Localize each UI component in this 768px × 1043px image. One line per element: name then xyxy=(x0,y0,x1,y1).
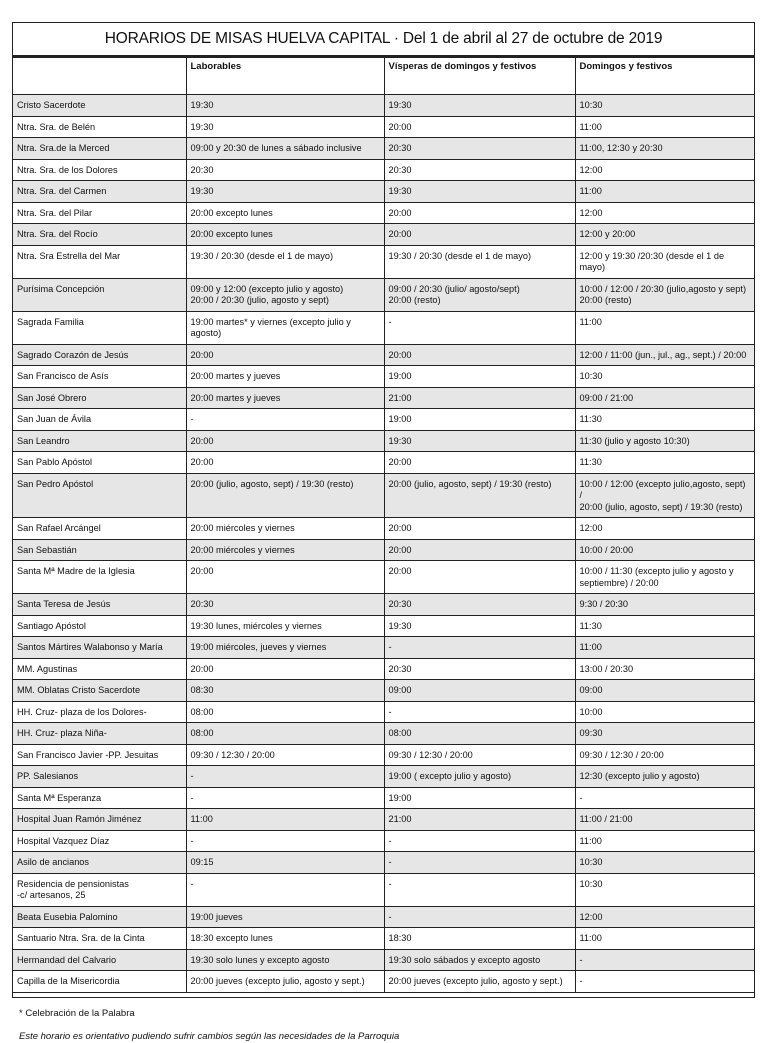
church-name: San Francisco de Asís xyxy=(13,366,186,388)
laborables-cell: 20:30 xyxy=(186,159,384,181)
visperas-cell: 18:30 xyxy=(384,928,575,950)
church-name: Ntra. Sra. del Rocío xyxy=(13,224,186,246)
table-row xyxy=(13,830,754,852)
visperas-cell: 19:00 xyxy=(384,366,575,388)
church-name: Ntra. Sra.de la Merced xyxy=(13,138,186,160)
laborables-cell: 19:30 / 20:30 (desde el 1 de mayo) xyxy=(186,245,384,278)
church-name: Hermandad del Calvario xyxy=(13,949,186,971)
laborables-cell: 18:30 excepto lunes xyxy=(186,928,384,950)
laborables-cell: - xyxy=(186,873,384,906)
visperas-cell: - xyxy=(384,906,575,928)
laborables-cell: - xyxy=(186,787,384,809)
laborables-cell: 20:00 miércoles y viernes xyxy=(186,539,384,561)
domingos-cell: 13:00 / 20:30 xyxy=(575,658,754,680)
visperas-cell: 20:00 xyxy=(384,539,575,561)
table-row xyxy=(13,701,754,723)
domingos-cell: 11:00 xyxy=(575,830,754,852)
domingos-cell: 12:30 (excepto julio y agosto) xyxy=(575,766,754,788)
church-name: Santa Mª Madre de la Iglesia xyxy=(13,561,186,594)
laborables-cell: 09:00 y 20:30 de lunes a sábado inclusive xyxy=(186,138,384,160)
church-name: Ntra. Sra. del Carmen xyxy=(13,181,186,203)
church-name: Santiago Apóstol xyxy=(13,615,186,637)
church-name: Residencia de pensionistas -c/ artesanos, 25 xyxy=(13,873,186,906)
domingos-cell: 09:00 / 21:00 xyxy=(575,387,754,409)
visperas-cell: 19:30 xyxy=(384,430,575,452)
visperas-cell: 20:00 xyxy=(384,202,575,224)
table-row xyxy=(13,723,754,745)
laborables-cell: 19:30 xyxy=(186,116,384,138)
domingos-cell: 10:30 xyxy=(575,366,754,388)
domingos-cell: 12:00 xyxy=(575,202,754,224)
church-name: Santos Mártires Walabonso y María xyxy=(13,637,186,659)
table-row xyxy=(13,680,754,702)
header-domingos: Domingos y festivos xyxy=(575,58,754,95)
domingos-cell: 11:00 xyxy=(575,928,754,950)
laborables-cell: 19:30 solo lunes y excepto agosto xyxy=(186,949,384,971)
visperas-cell: 20:00 xyxy=(384,561,575,594)
laborables-cell: 20:00 martes y jueves xyxy=(186,387,384,409)
table-row xyxy=(13,311,754,344)
laborables-cell: 08:00 xyxy=(186,723,384,745)
table-row xyxy=(13,387,754,409)
laborables-cell: 20:00 miércoles y viernes xyxy=(186,518,384,540)
church-name: Purísima Concepción xyxy=(13,278,186,311)
visperas-cell: 19:00 xyxy=(384,787,575,809)
table-row xyxy=(13,971,754,993)
visperas-cell: 20:00 (julio, agosto, sept) / 19:30 (resto) xyxy=(384,473,575,518)
church-name: Asilo de ancianos xyxy=(13,852,186,874)
church-name: San José Obrero xyxy=(13,387,186,409)
visperas-cell: 19:30 xyxy=(384,615,575,637)
table-row xyxy=(13,202,754,224)
table-row xyxy=(13,224,754,246)
church-name: Beata Eusebia Palomino xyxy=(13,906,186,928)
church-name: HH. Cruz- plaza de los Dolores- xyxy=(13,701,186,723)
visperas-cell: 20:00 xyxy=(384,452,575,474)
church-name: Cristo Sacerdote xyxy=(13,95,186,117)
table-row xyxy=(13,949,754,971)
church-name: Ntra. Sra. del Pilar xyxy=(13,202,186,224)
visperas-cell: 09:30 / 12:30 / 20:00 xyxy=(384,744,575,766)
laborables-cell: 09:15 xyxy=(186,852,384,874)
domingos-cell: 09:30 / 12:30 / 20:00 xyxy=(575,744,754,766)
domingos-cell: 9:30 / 20:30 xyxy=(575,594,754,616)
visperas-cell: 20:00 xyxy=(384,116,575,138)
domingos-cell: 12:00 xyxy=(575,159,754,181)
church-name: San Rafael Arcángel xyxy=(13,518,186,540)
visperas-cell: 20:00 xyxy=(384,224,575,246)
visperas-cell: - xyxy=(384,311,575,344)
visperas-cell: 20:00 jueves (excepto julio, agosto y sept.) xyxy=(384,971,575,993)
header-row xyxy=(13,58,754,95)
laborables-cell: 20:00 jueves (excepto julio, agosto y sept.) xyxy=(186,971,384,993)
table-row xyxy=(13,658,754,680)
church-name: San Francisco Javier -PP. Jesuitas xyxy=(13,744,186,766)
table-row xyxy=(13,637,754,659)
laborables-cell: 09:30 / 12:30 / 20:00 xyxy=(186,744,384,766)
church-name: MM. Agustinas xyxy=(13,658,186,680)
church-name: San Juan de Ávila xyxy=(13,409,186,431)
domingos-cell: 11:00 / 21:00 xyxy=(575,809,754,831)
laborables-cell: 19:30 lunes, miércoles y viernes xyxy=(186,615,384,637)
table-row xyxy=(13,852,754,874)
church-name: San Pablo Apóstol xyxy=(13,452,186,474)
laborables-cell: 19:00 miércoles, jueves y viernes xyxy=(186,637,384,659)
visperas-cell: 19:30 xyxy=(384,95,575,117)
table-row xyxy=(13,366,754,388)
disclaimer: Este horario es orientativo pudiendo sufrir cambios según las necesidades de la Parroquia xyxy=(19,1031,400,1042)
domingos-cell: 09:30 xyxy=(575,723,754,745)
visperas-cell: 20:30 xyxy=(384,159,575,181)
laborables-cell: 20:00 xyxy=(186,561,384,594)
visperas-cell: - xyxy=(384,701,575,723)
laborables-cell: 20:00 martes y jueves xyxy=(186,366,384,388)
domingos-cell: 12:00 y 19:30 /20:30 (desde el 1 de mayo) xyxy=(575,245,754,278)
table-row xyxy=(13,452,754,474)
table-row xyxy=(13,181,754,203)
table-row xyxy=(13,873,754,906)
visperas-cell: 19:30 xyxy=(384,181,575,203)
visperas-cell: 21:00 xyxy=(384,387,575,409)
visperas-cell: 19:30 / 20:30 (desde el 1 de mayo) xyxy=(384,245,575,278)
church-name: San Sebastián xyxy=(13,539,186,561)
table-row xyxy=(13,928,754,950)
mass-schedule-table xyxy=(13,56,754,993)
table-row xyxy=(13,245,754,278)
table-row xyxy=(13,809,754,831)
laborables-cell: 08:30 xyxy=(186,680,384,702)
laborables-cell: 20:30 xyxy=(186,594,384,616)
table-row xyxy=(13,906,754,928)
table-row xyxy=(13,518,754,540)
laborables-cell: 19:30 xyxy=(186,95,384,117)
laborables-cell: 20:00 xyxy=(186,658,384,680)
footnote: * Celebración de la Palabra xyxy=(19,1007,135,1019)
table-row xyxy=(13,409,754,431)
laborables-cell: 11:00 xyxy=(186,809,384,831)
domingos-cell: 12:00 xyxy=(575,518,754,540)
domingos-cell: 11:00 xyxy=(575,116,754,138)
visperas-cell: 21:00 xyxy=(384,809,575,831)
visperas-cell: - xyxy=(384,637,575,659)
domingos-cell: 11:30 xyxy=(575,452,754,474)
table-row xyxy=(13,430,754,452)
domingos-cell: - xyxy=(575,971,754,993)
table-row xyxy=(13,787,754,809)
church-name: San Pedro Apóstol xyxy=(13,473,186,518)
domingos-cell: 10:00 / 12:00 / 20:30 (julio,agosto y sept) 20:00 (resto) xyxy=(575,278,754,311)
church-name: HH. Cruz- plaza Niña- xyxy=(13,723,186,745)
domingos-cell: 11:00 xyxy=(575,637,754,659)
church-name: Santuario Ntra. Sra. de la Cinta xyxy=(13,928,186,950)
domingos-cell: 09:00 xyxy=(575,680,754,702)
header-church xyxy=(13,58,186,95)
table-row xyxy=(13,159,754,181)
laborables-cell: 20:00 xyxy=(186,452,384,474)
domingos-cell: 11:30 (julio y agosto 10:30) xyxy=(575,430,754,452)
visperas-cell: - xyxy=(384,852,575,874)
visperas-cell: 19:30 solo sábados y excepto agosto xyxy=(384,949,575,971)
church-name: Capilla de la Misericordia xyxy=(13,971,186,993)
visperas-cell: 20:30 xyxy=(384,138,575,160)
domingos-cell: 11:30 xyxy=(575,615,754,637)
domingos-cell: 11:00, 12:30 y 20:30 xyxy=(575,138,754,160)
domingos-cell: 11:30 xyxy=(575,409,754,431)
laborables-cell: - xyxy=(186,409,384,431)
footer xyxy=(13,993,754,1043)
visperas-cell: 08:00 xyxy=(384,723,575,745)
visperas-cell: 20:30 xyxy=(384,594,575,616)
church-name: MM. Oblatas Cristo Sacerdote xyxy=(13,680,186,702)
visperas-cell: 20:00 xyxy=(384,344,575,366)
domingos-cell: 12:00 / 11:00 (jun., jul., ag., sept.) / 20:00 xyxy=(575,344,754,366)
domingos-cell: - xyxy=(575,787,754,809)
table-row xyxy=(13,344,754,366)
header-visperas: Vísperas de domingos y festivos xyxy=(384,58,575,95)
schedule-rows xyxy=(13,95,754,993)
laborables-cell: 19:00 jueves xyxy=(186,906,384,928)
laborables-cell: 20:00 excepto lunes xyxy=(186,202,384,224)
domingos-cell: 10:00 xyxy=(575,701,754,723)
domingos-cell: 10:30 xyxy=(575,873,754,906)
laborables-cell: - xyxy=(186,830,384,852)
table-row xyxy=(13,116,754,138)
domingos-cell: - xyxy=(575,949,754,971)
church-name: Sagrado Corazón de Jesús xyxy=(13,344,186,366)
church-name: Hospital Juan Ramón Jiménez xyxy=(13,809,186,831)
church-name: Ntra. Sra. de Belén xyxy=(13,116,186,138)
church-name: Santa Mª Esperanza xyxy=(13,787,186,809)
table-row xyxy=(13,95,754,117)
page-title: HORARIOS DE MISAS HUELVA CAPITAL · Del 1 de abril al 27 de octubre de 2019 xyxy=(13,23,754,56)
laborables-cell: 09:00 y 12:00 (excepto julio y agosto) 20:00 / 20:30 (julio, agosto y sept) xyxy=(186,278,384,311)
laborables-cell: - xyxy=(186,766,384,788)
domingos-cell: 10:30 xyxy=(575,95,754,117)
visperas-cell: 19:00 ( excepto julio y agosto) xyxy=(384,766,575,788)
church-name: Santa Teresa de Jesús xyxy=(13,594,186,616)
church-name: Hospital Vazquez Díaz xyxy=(13,830,186,852)
laborables-cell: 19:00 martes* y viernes (excepto julio y agosto) xyxy=(186,311,384,344)
church-name: Sagrada Familia xyxy=(13,311,186,344)
church-name: Ntra. Sra. de los Dolores xyxy=(13,159,186,181)
domingos-cell: 12:00 y 20:00 xyxy=(575,224,754,246)
church-name: San Leandro xyxy=(13,430,186,452)
table-row xyxy=(13,594,754,616)
table-row xyxy=(13,278,754,311)
schedule-sheet xyxy=(12,22,755,1042)
laborables-cell: 20:00 (julio, agosto, sept) / 19:30 (resto) xyxy=(186,473,384,518)
domingos-cell: 10:00 / 12:00 (excepto julio,agosto, sept) / 20:00 (julio, agosto, sept) / 19:30 (resto) xyxy=(575,473,754,518)
domingos-cell: 12:00 xyxy=(575,906,754,928)
laborables-cell: 20:00 excepto lunes xyxy=(186,224,384,246)
table-row xyxy=(13,766,754,788)
table-row xyxy=(13,138,754,160)
church-name: PP. Salesianos xyxy=(13,766,186,788)
laborables-cell: 08:00 xyxy=(186,701,384,723)
church-name: Ntra. Sra Estrella del Mar xyxy=(13,245,186,278)
visperas-cell: - xyxy=(384,873,575,906)
domingos-cell: 10:00 / 11:30 (excepto julio y agosto y septiembre) / 20:00 xyxy=(575,561,754,594)
visperas-cell: 09:00 xyxy=(384,680,575,702)
table-row xyxy=(13,561,754,594)
visperas-cell: 19:00 xyxy=(384,409,575,431)
table-row xyxy=(13,539,754,561)
visperas-cell: 20:00 xyxy=(384,518,575,540)
domingos-cell: 11:00 xyxy=(575,311,754,344)
visperas-cell: - xyxy=(384,830,575,852)
domingos-cell: 10:30 xyxy=(575,852,754,874)
laborables-cell: 20:00 xyxy=(186,344,384,366)
table-row xyxy=(13,744,754,766)
header-laborables: Laborables xyxy=(186,58,384,95)
visperas-cell: 20:30 xyxy=(384,658,575,680)
table-row xyxy=(13,615,754,637)
table-row xyxy=(13,473,754,518)
domingos-cell: 11:00 xyxy=(575,181,754,203)
domingos-cell: 10:00 / 20:00 xyxy=(575,539,754,561)
laborables-cell: 19:30 xyxy=(186,181,384,203)
visperas-cell: 09:00 / 20:30 (julio/ agosto/sept) 20:00 (resto) xyxy=(384,278,575,311)
laborables-cell: 20:00 xyxy=(186,430,384,452)
